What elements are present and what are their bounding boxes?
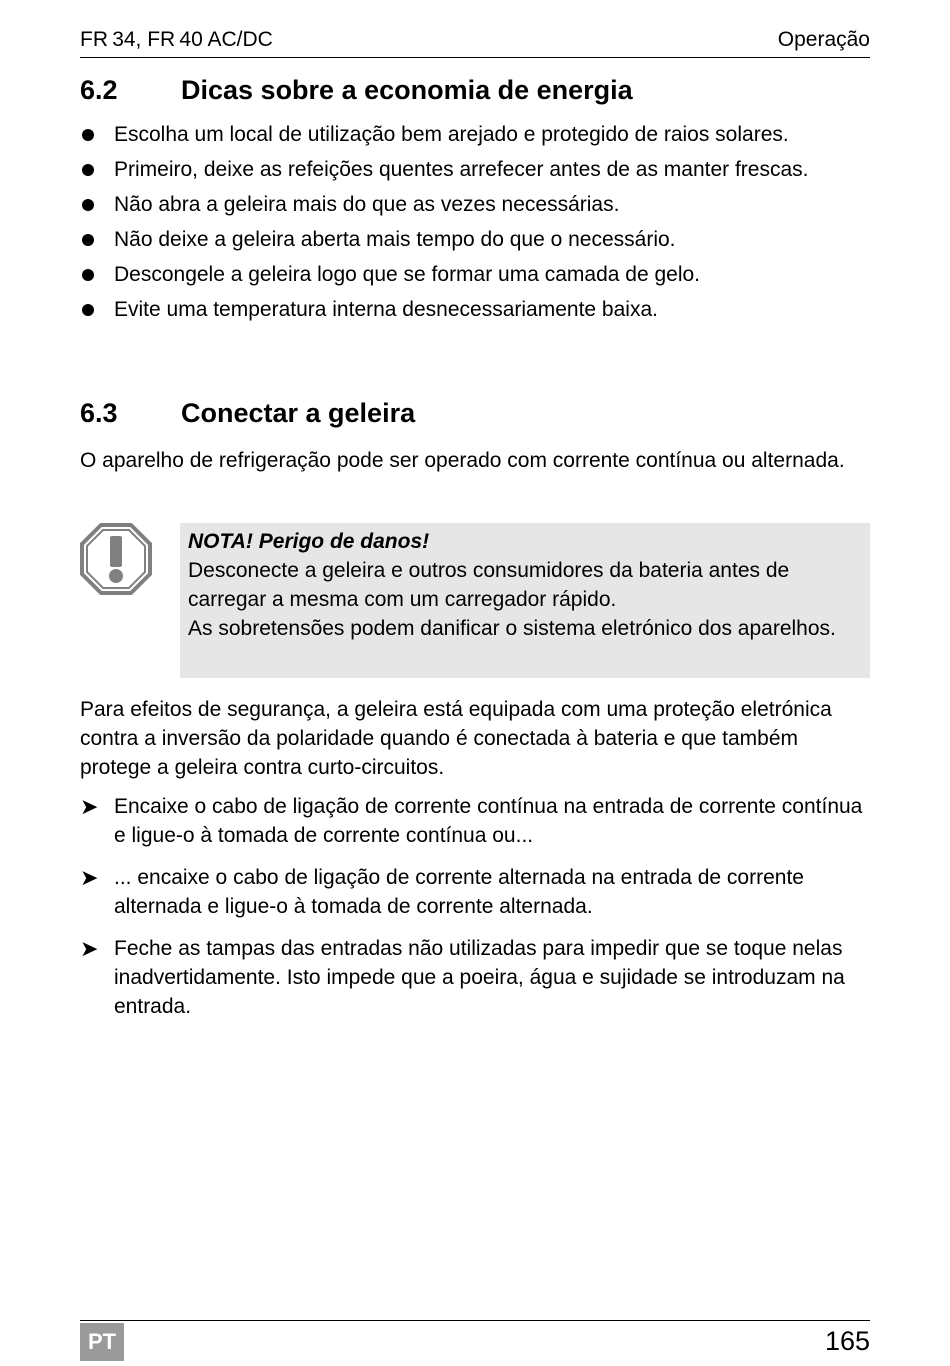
page-footer [80, 1320, 870, 1366]
header-chapter: Operação [777, 28, 870, 51]
arrow-right-icon: ➤ [80, 865, 99, 890]
note-title: NOTA! Perigo de danos! [188, 530, 430, 553]
page-header [80, 26, 870, 58]
section-title: Dicas sobre a economia de energia [181, 75, 633, 105]
warning-exclamation-icon [80, 523, 152, 595]
list-item: Primeiro, deixe as refeições quentes arrefecer antes de as manter frescas. [80, 155, 870, 184]
bullet-dot-icon [82, 164, 94, 176]
list-item: Não deixe a geleira aberta mais tempo do que o necessário. [80, 225, 870, 254]
page-number: 165 [824, 1326, 870, 1356]
list-item: Não abra a geleira mais do que as vezes necessárias. [80, 190, 870, 219]
section-number: 6.3 [80, 398, 118, 428]
list-item: Evite uma temperatura interna desnecessariamente baixa. [80, 295, 870, 324]
note-text: Desconecte a geleira e outros consumidores da bateria antes de carregar a mesma com um carregador rápido. [188, 559, 790, 611]
bullet-dot-icon [82, 304, 94, 316]
header-model: FR 34, FR 40 AC/DC [80, 28, 273, 51]
connect-intro-paragraph: O aparelho de refrigeração pode ser operado com corrente contínua ou alternada. [80, 449, 845, 472]
damage-note-box [180, 523, 870, 678]
list-item: Escolha um local de utilização bem arejado e protegido de raios solares. [80, 120, 870, 149]
note-text: As sobretensões podem danificar o sistema eletrónico dos aparelhos. [188, 617, 836, 640]
energy-tips-list [80, 120, 870, 330]
language-tab: PT [80, 1323, 124, 1361]
list-item: Descongele a geleira logo que se formar uma camada de gelo. [80, 260, 870, 289]
list-item: ➤ Encaixe o cabo de ligação de corrente contínua na entrada de corrente contínua e ligue-o à tomada de corrente contínua ou... [80, 794, 863, 847]
list-item: ➤ Feche as tampas das entradas não utilizadas para impedir que se toque nelas inadvertidamente. Isto impede que a poeira, água e sujidade se introduzam na entrada. [80, 936, 845, 1018]
connection-steps-list [80, 792, 870, 1034]
section-title: Conectar a geleira [181, 398, 416, 428]
bullet-dot-icon [82, 129, 94, 141]
bullet-dot-icon [82, 269, 94, 281]
bullet-dot-icon [82, 199, 94, 211]
safety-paragraph: Para efeitos de segurança, a geleira está equipada com uma proteção eletrónica contra a inversão da polaridade quando é conectada à bateria e que também protege a geleira contra curto-circuitos. [80, 698, 832, 779]
arrow-right-icon: ➤ [80, 936, 99, 961]
bullet-dot-icon [82, 234, 94, 246]
section-number: 6.2 [80, 75, 118, 105]
list-item: ➤ ... encaixe o cabo de ligação de corrente alternada na entrada de corrente alternada e ligue-o à tomada de corrente alternada. [80, 865, 804, 918]
arrow-right-icon: ➤ [80, 794, 99, 819]
manual-page [80, 0, 870, 1365]
